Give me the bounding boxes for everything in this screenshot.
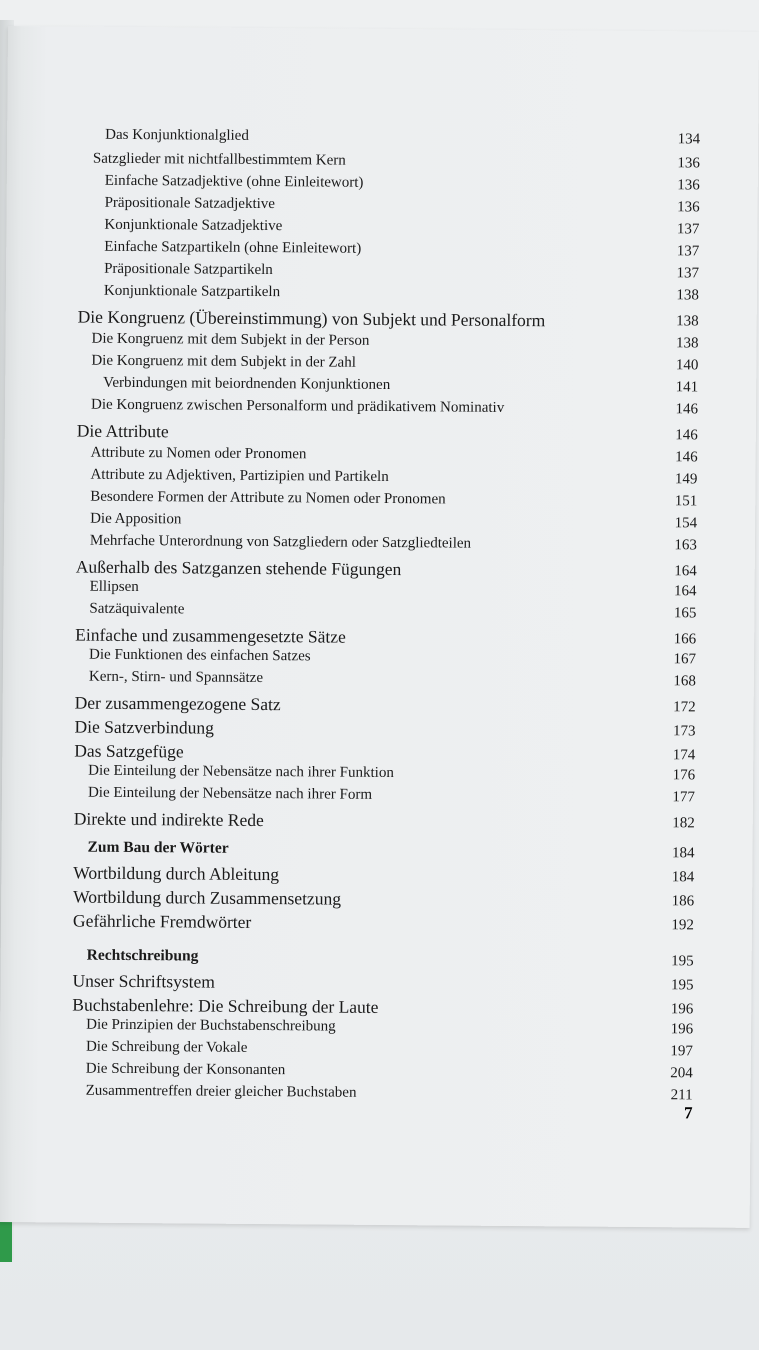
toc-entry-title: Das Satzgefüge <box>74 740 184 762</box>
toc-entry-page: 195 <box>671 953 694 970</box>
toc-entry-page: 138 <box>676 287 699 304</box>
toc-entry-title: Attribute zu Nomen oder Pronomen <box>90 444 307 463</box>
toc-entry <box>1 862 752 890</box>
toc-entry-page: 176 <box>672 767 696 784</box>
toc-entry-title: Die Kongruenz mit dem Subjekt in der Person <box>91 330 370 349</box>
toc-entry-page: 182 <box>672 815 695 832</box>
toc-entry-page: 184 <box>671 845 695 862</box>
toc-entry-title: Satzäquivalente <box>89 600 185 618</box>
toc-entry <box>7 126 758 154</box>
toc-entry-title: Einfache Satzadjektive (ohne Einleitewort) <box>104 172 364 191</box>
toc-entry <box>1 886 752 914</box>
toc-entry <box>5 420 756 448</box>
toc-entry-title: Rechtschreibung <box>86 946 199 965</box>
toc-entry-page: 174 <box>672 747 696 764</box>
toc-entry-page: 146 <box>675 401 699 418</box>
toc-entry-title: Die Kongruenz zwischen Personalform und prädikativem Nominativ <box>90 396 505 416</box>
toc-entry-page: 136 <box>677 177 700 194</box>
toc-entry-title: Außerhalb des Satzganzen stehende Fügungen <box>75 556 402 580</box>
toc-entry-title: Die Kongruenz (Übereinstimmung) von Subjekt und Personalform <box>77 306 546 331</box>
toc-entry-page: 146 <box>675 449 698 466</box>
toc-entry <box>5 396 756 424</box>
toc-entry-title: Die Funktionen des einfachen Satzes <box>89 646 311 665</box>
toc-entry-title: Ellipsen <box>89 578 139 596</box>
toc-entry-title: Die Kongruenz mit dem Subjekt in der Zahl <box>91 352 356 371</box>
toc-entry-page: 195 <box>670 977 694 994</box>
toc-entry-title: Die Prinzipien der Buchstabenschreibung <box>86 1016 336 1035</box>
toc-entry <box>2 784 753 812</box>
toc-entry-title: Kern-, Stirn- und Spannsätze <box>88 668 264 687</box>
toc-entry-title: Einfache Satzpartikeln (ohne Einleitewort) <box>104 238 362 257</box>
toc-entry-title: Verbindungen mit beiordnenden Konjunktionen <box>103 374 391 394</box>
toc-entry <box>0 970 751 998</box>
toc-entry-page: 138 <box>676 313 699 330</box>
toc-entry-page: 151 <box>674 493 698 510</box>
toc-entry-title: Die Satzverbindung <box>74 716 215 738</box>
toc-entry-page: 177 <box>672 789 696 806</box>
toc-entry-page: 211 <box>670 1087 693 1104</box>
toc-entry-title: Gefährliche Fremdwörter <box>72 910 252 932</box>
toc-entry-page: 146 <box>675 427 698 444</box>
toc-entry <box>6 282 757 310</box>
toc-entry-page: 136 <box>677 199 700 216</box>
toc-entry-title: Die Apposition <box>90 510 182 528</box>
toc-entry-page: 167 <box>673 651 697 668</box>
toc-entry-page: 137 <box>676 243 700 260</box>
toc-entry-page: 149 <box>674 471 698 488</box>
toc-entry-title: Zum Bau der Wörter <box>87 838 229 857</box>
toc-entry-page: 186 <box>671 893 695 910</box>
toc-entry-title: Mehrfache Unterordnung von Satzgliedern oder Satzgliedteilen <box>89 532 472 552</box>
toc-entry-page: 196 <box>670 1001 694 1018</box>
toc-entry-page: 184 <box>671 869 695 886</box>
toc-entry-page: 154 <box>674 515 698 532</box>
toc-entry-page: 192 <box>671 917 695 934</box>
toc-entry-page: 140 <box>675 357 699 374</box>
page-number: 7 <box>683 1103 693 1123</box>
toc-entry-title: Das Konjunktionalglied <box>105 126 249 144</box>
toc-entry-page: 164 <box>674 583 697 600</box>
toc-entry <box>2 716 753 744</box>
toc-entry <box>3 668 754 696</box>
toc-entry <box>1 910 752 938</box>
toc-entry-page: 136 <box>677 155 701 172</box>
toc-entry-title: Die Schreibung der Konsonanten <box>85 1060 286 1079</box>
toc-entry-title: Die Einteilung der Nebensätze nach ihrer Funktion <box>88 762 394 782</box>
toc-entry-page: 168 <box>673 673 696 690</box>
toc-entry-title: Der zusammengezogene Satz <box>74 692 281 715</box>
toc-entry <box>3 692 754 720</box>
toc-entry-page: 173 <box>672 723 696 740</box>
toc-entry-page: 137 <box>676 221 700 238</box>
toc-entry <box>2 808 753 836</box>
toc-entry-title: Satzglieder mit nichtfallbestimmtem Kern <box>92 150 346 169</box>
toc-entry-title: Wortbildung durch Ableitung <box>73 862 280 885</box>
toc-entry-title: Direkte und indirekte Rede <box>73 808 264 831</box>
toc-entry-page: 164 <box>674 563 697 580</box>
toc-entry-title: Buchstabenlehre: Die Schreibung der Laute <box>72 994 379 1017</box>
toc-entry <box>1 838 752 866</box>
book-page <box>0 26 759 1228</box>
toc-entry-title: Präpositionale Satzpartikeln <box>104 260 273 279</box>
toc-entry <box>4 532 755 560</box>
toc-entry-page: 134 <box>677 131 701 148</box>
toc-entry-title: Die Einteilung der Nebensätze nach ihrer Form <box>87 784 373 803</box>
toc-entry <box>0 1082 751 1110</box>
toc-entry <box>3 600 754 628</box>
toc-entry-page: 204 <box>670 1065 693 1082</box>
table-of-contents <box>0 26 759 1228</box>
toc-entry-page: 172 <box>673 699 696 716</box>
toc-entry-title: Einfache und zusammengesetzte Sätze <box>75 624 346 647</box>
toc-entry-title: Die Schreibung der Vokale <box>85 1038 248 1056</box>
toc-entry <box>1 946 752 974</box>
toc-entry-page: 141 <box>675 379 699 396</box>
toc-entry-title: Konjunktionale Satzpartikeln <box>103 282 281 301</box>
toc-entry-title: Präpositionale Satzadjektive <box>104 194 276 213</box>
toc-entry-title: Die Attribute <box>76 420 169 442</box>
toc-entry-page: 138 <box>675 335 699 352</box>
toc-entry-page: 196 <box>670 1021 694 1038</box>
toc-entry-title: Unser Schriftsystem <box>72 970 216 992</box>
toc-entry-page: 197 <box>670 1043 694 1060</box>
book-cover-corner <box>0 1222 12 1262</box>
toc-entry-page: 137 <box>676 265 700 282</box>
toc-entry-page: 163 <box>674 537 698 554</box>
toc-entry-title: Besondere Formen der Attribute zu Nomen oder Pronomen <box>90 488 446 508</box>
toc-entry-title: Zusammentreffen dreier gleicher Buchstaben <box>85 1082 357 1101</box>
toc-entry-title: Konjunktionale Satzadjektive <box>104 216 283 235</box>
toc-entry-page: 165 <box>673 605 697 622</box>
toc-entry-title: Wortbildung durch Zusammensetzung <box>73 886 342 909</box>
toc-entry-title: Attribute zu Adjektiven, Partizipien und Partikeln <box>90 466 389 486</box>
toc-entry-page: 166 <box>673 631 697 648</box>
toc-entry <box>6 306 757 334</box>
